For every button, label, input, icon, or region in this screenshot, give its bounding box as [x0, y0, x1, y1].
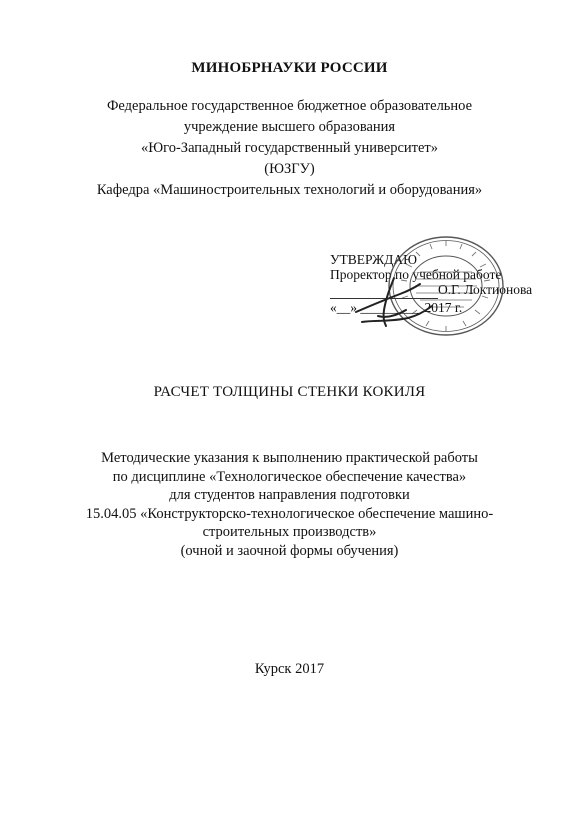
institution-line: (ЮЗГУ)	[264, 161, 315, 177]
institution-line: «Юго-Западный государственный университет»	[140, 140, 439, 156]
description-line: 15.04.05 «Конструкторско-технологическое обеспечение машино-	[85, 505, 494, 522]
institution-line: учреждение высшего образования	[183, 119, 396, 135]
signature-scribble	[350, 272, 440, 332]
description-line: строительных производств»	[202, 524, 377, 540]
institution-block	[0, 96, 579, 201]
ministry-heading: МИНОБРНАУКИ РОССИИ	[191, 60, 388, 76]
institution-line: Федеральное государственное бюджетное образовательное	[106, 98, 473, 114]
document-title: РАСЧЕТ ТОЛЩИНЫ СТЕНКИ КОКИЛЯ	[153, 384, 426, 400]
approval-date: «__» _________ 2017 г.	[330, 300, 463, 315]
approver-name: О.Г. Локтионова	[438, 282, 533, 297]
description-block	[0, 449, 579, 560]
description-line: Методические указания к выполнению практической работы	[101, 450, 478, 466]
description-line: для студентов направления подготовки	[169, 487, 410, 503]
description-line: (очной и заочной формы обучения)	[180, 542, 399, 559]
city-year: Курск 2017	[254, 661, 325, 677]
approved-label: УТВЕРЖДАЮ	[330, 252, 418, 267]
approver-position: Проректор по учебной работе	[330, 267, 502, 282]
department-line: Кафедра «Машиностроительных технологий и оборудования»	[96, 182, 483, 198]
description-line: по дисциплине «Технологическое обеспечение качества»	[112, 468, 467, 485]
